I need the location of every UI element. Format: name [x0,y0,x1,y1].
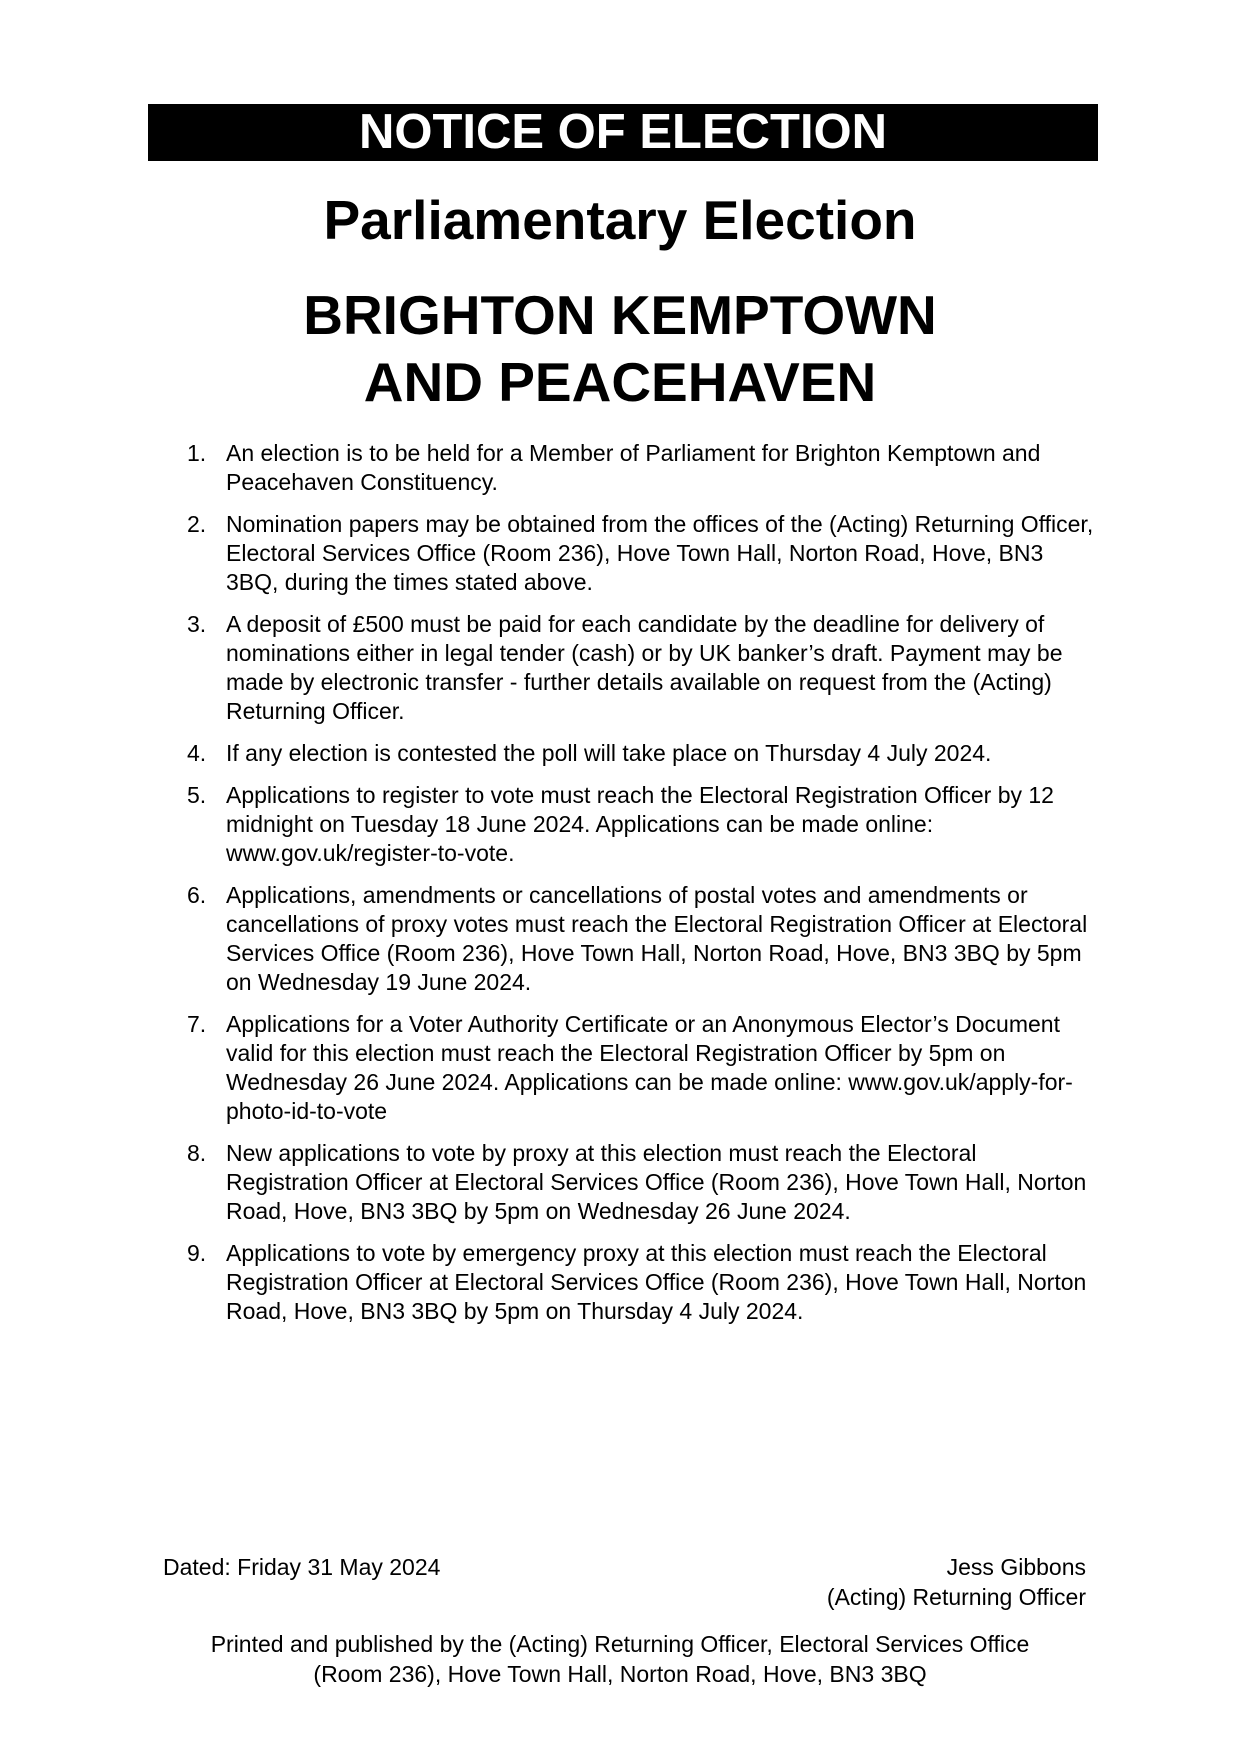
notice-item [180,781,1100,868]
item-number: 5. [187,782,207,808]
item-text: Applications for a Voter Authority Certificate or an Anonymous Elector’s Document valid for this election must reach the Electoral Registration Officer by 5pm on Wednesday 26 June 2024. Applications can be made online: www.gov.uk/apply-for-photo-id-to-vote [226,1011,1073,1124]
item-text: Applications to vote by emergency proxy at this election must reach the Electoral Registration Officer at Electoral Services Office (Room 236), Hove Town Hall, Norton Road, Hove, BN3 3BQ by 5pm on Thursday 4 July 2024. [226,1240,1087,1324]
item-number: 1. [187,440,207,466]
notice-items-list [180,439,1100,1339]
constituency-line-2: AND PEACEHAVEN [363,351,877,413]
item-text: An election is to be held for a Member of Parliament for Brighton Kemptown and Peacehaven Constituency. [226,440,1041,495]
notice-item [180,610,1100,726]
imprint [0,1629,1240,1689]
imprint-line-2: (Room 236), Hove Town Hall, Norton Road, Hove, BN3 3BQ [313,1661,927,1687]
item-number: 6. [187,882,207,908]
notice-item [180,1139,1100,1226]
signature-block [827,1552,1086,1612]
election-title: Parliamentary Election [323,189,917,251]
item-number: 7. [187,1011,207,1037]
item-number: 4. [187,740,207,766]
signatory-name: Jess Gibbons [946,1554,1086,1580]
notice-item [180,739,1100,768]
signatory-role: (Acting) Returning Officer [826,1584,1086,1610]
item-number: 3. [187,611,207,637]
notice-item [180,1239,1100,1326]
notice-item [180,1010,1100,1126]
item-text: New applications to vote by proxy at this election must reach the Electoral Registration Officer at Electoral Services Office (Room 236), Hove Town Hall, Norton Road, Hove, BN3 3BQ by 5pm on Wednesday 26 June 2024. [226,1140,1087,1224]
constituency-line-1: BRIGHTON KEMPTOWN [303,284,937,346]
item-number: 2. [187,511,207,537]
notice-item [180,439,1100,497]
item-number: 8. [187,1140,207,1166]
item-text: Nomination papers may be obtained from the offices of the (Acting) Returning Officer, Electoral Services Office (Room 236), Hove Town Hall, Norton Road, Hove, BN3 3BQ, during the times stated above. [226,511,1094,595]
item-number: 9. [187,1240,207,1266]
notice-item [180,510,1100,597]
item-text: A deposit of £500 must be paid for each candidate by the deadline for delivery of nominations either in legal tender (cash) or by UK banker’s draft. Payment may be made by electronic transfer - further details available on request from the (Acting) Returning Officer. [226,611,1063,724]
constituency-name [0,282,1240,416]
notice-item [180,881,1100,997]
dated-line: Dated: Friday 31 May 2024 [163,1554,441,1580]
notice-banner: NOTICE OF ELECTION [148,104,1098,161]
item-text: Applications to register to vote must reach the Electoral Registration Officer by 12 midnight on Tuesday 18 June 2024. Applications can be made online: www.gov.uk/register-to-vote. [226,782,1054,866]
item-text: If any election is contested the poll will take place on Thursday 4 July 2024. [226,740,992,766]
item-text: Applications, amendments or cancellations of postal votes and amendments or cancellations of proxy votes must reach the Electoral Registration Officer at Electoral Services Office (Room 236), Hove Town Hall, Norton Road, Hove, BN3 3BQ by 5pm on Wednesday 19 June 2024. [226,882,1088,995]
imprint-line-1: Printed and published by the (Acting) Returning Officer, Electoral Services Office [210,1631,1030,1657]
